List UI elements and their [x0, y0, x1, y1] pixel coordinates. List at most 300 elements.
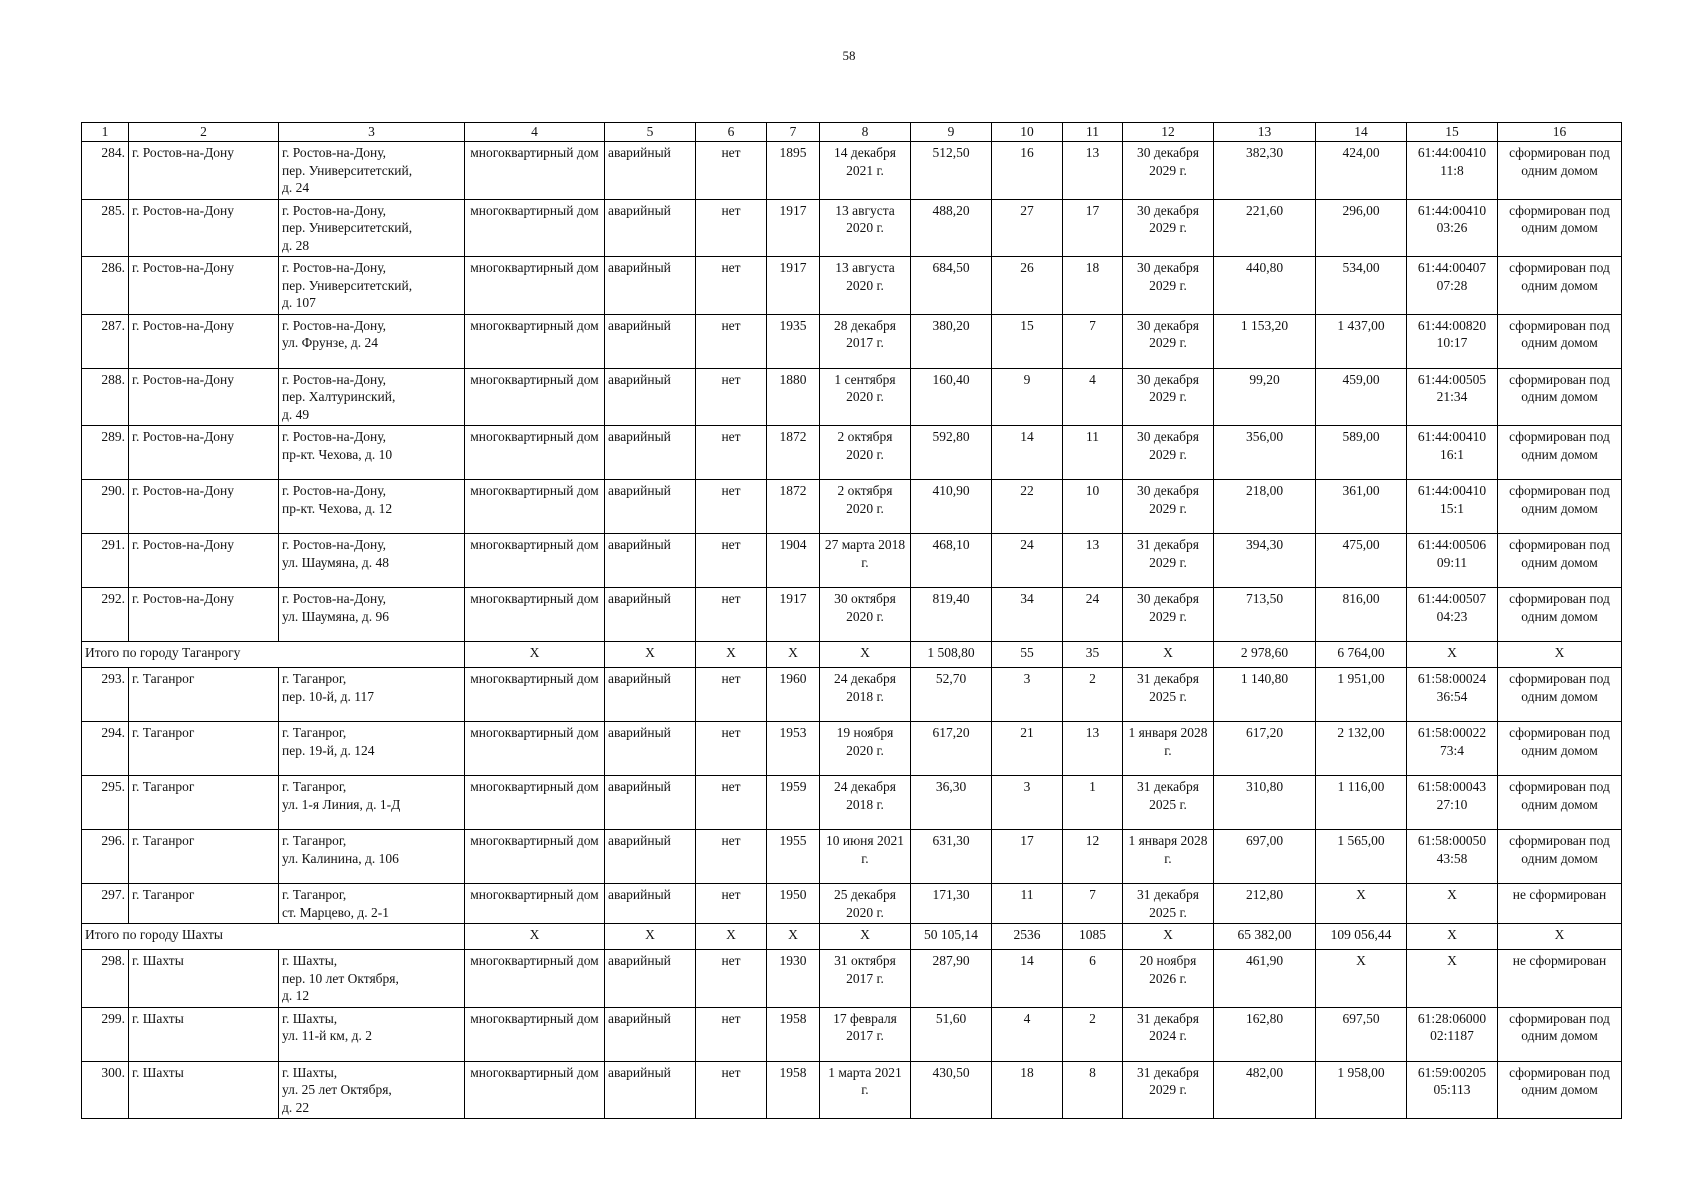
total-area-cell: 162,80 — [1214, 1007, 1316, 1061]
row-number-cell: 294. — [82, 722, 129, 776]
resettlement-date-cell: 31 декабря 2025 г. — [1123, 776, 1214, 830]
residents-cell: 14 — [992, 950, 1063, 1008]
resettlement-date-cell: 30 декабря 2029 г. — [1123, 588, 1214, 642]
resettlement-date-cell: 30 декабря 2029 г. — [1123, 314, 1214, 368]
cadastral-number-cell: 61:58:00024 36:54 — [1407, 668, 1498, 722]
area-cell: 51,60 — [911, 1007, 992, 1061]
row-number-cell: 288. — [82, 368, 129, 426]
land-area-cell: 589,00 — [1316, 426, 1407, 480]
residents-cell: 3 — [992, 668, 1063, 722]
land-area-cell: 1 565,00 — [1316, 830, 1407, 884]
settlement-cell: г. Ростов-на-Дону — [129, 480, 279, 534]
premises-cell: 13 — [1063, 142, 1123, 200]
row-number-cell: 296. — [82, 830, 129, 884]
subtotal-residents: 55 — [992, 642, 1063, 668]
column-header: 1 — [82, 123, 129, 142]
demolition-flag-cell: нет — [696, 950, 767, 1008]
building-type-cell: многоквартирный дом — [465, 480, 605, 534]
cadastral-number-cell: 61:44:00506 09:11 — [1407, 534, 1498, 588]
cadastral-number-cell: 61:44:00507 04:23 — [1407, 588, 1498, 642]
demolition-flag-cell: нет — [696, 722, 767, 776]
building-type-cell: многоквартирный дом — [465, 950, 605, 1008]
demolition-flag-cell: нет — [696, 830, 767, 884]
address-cell: г. Ростов-на-Дону, ул. Шаумяна, д. 48 — [279, 534, 465, 588]
construction-year-cell: 1959 — [767, 776, 820, 830]
construction-year-cell: 1958 — [767, 1061, 820, 1119]
column-header: 15 — [1407, 123, 1498, 142]
address-cell: г. Таганрог, ст. Марцево, д. 2-1 — [279, 884, 465, 924]
resettlement-date-cell: 30 декабря 2029 г. — [1123, 199, 1214, 257]
table-row — [82, 368, 1622, 426]
building-type-cell: многоквартирный дом — [465, 884, 605, 924]
table-row — [82, 950, 1622, 1008]
total-area-cell: 310,80 — [1214, 776, 1316, 830]
subtotal-resettlement-date: X — [1123, 924, 1214, 950]
recognition-date-cell: 1 марта 2021 г. — [820, 1061, 911, 1119]
residents-cell: 14 — [992, 426, 1063, 480]
residents-cell: 16 — [992, 142, 1063, 200]
resettlement-date-cell: 31 декабря 2025 г. — [1123, 884, 1214, 924]
construction-year-cell: 1880 — [767, 368, 820, 426]
land-area-cell: 2 132,00 — [1316, 722, 1407, 776]
condition-cell: аварийный — [605, 368, 696, 426]
total-area-cell: 382,30 — [1214, 142, 1316, 200]
address-cell: г. Шахты, пер. 10 лет Октября, д. 12 — [279, 950, 465, 1008]
residents-cell: 11 — [992, 884, 1063, 924]
area-cell: 430,50 — [911, 1061, 992, 1119]
table-row — [82, 588, 1622, 642]
condition-cell: аварийный — [605, 950, 696, 1008]
total-area-cell: 461,90 — [1214, 950, 1316, 1008]
column-header: 2 — [129, 123, 279, 142]
total-area-cell: 221,60 — [1214, 199, 1316, 257]
area-cell: 52,70 — [911, 668, 992, 722]
land-status-cell: сформирован под одним домом — [1498, 257, 1622, 315]
total-area-cell: 218,00 — [1214, 480, 1316, 534]
demolition-flag-cell: нет — [696, 534, 767, 588]
column-header: 4 — [465, 123, 605, 142]
subtotal-land-area: 6 764,00 — [1316, 642, 1407, 668]
row-number-cell: 299. — [82, 1007, 129, 1061]
recognition-date-cell: 1 сентября 2020 г. — [820, 368, 911, 426]
premises-cell: 12 — [1063, 830, 1123, 884]
premises-cell: 6 — [1063, 950, 1123, 1008]
construction-year-cell: 1904 — [767, 534, 820, 588]
premises-cell: 18 — [1063, 257, 1123, 315]
demolition-flag-cell: нет — [696, 257, 767, 315]
row-number-cell: 292. — [82, 588, 129, 642]
residents-cell: 15 — [992, 314, 1063, 368]
area-cell: 631,30 — [911, 830, 992, 884]
premises-cell: 13 — [1063, 534, 1123, 588]
premises-cell: 8 — [1063, 1061, 1123, 1119]
condition-cell: аварийный — [605, 426, 696, 480]
address-cell: г. Ростов-на-Дону, пер. Халтуринский, д. 49 — [279, 368, 465, 426]
subtotal-demolition-flag: X — [696, 642, 767, 668]
premises-cell: 10 — [1063, 480, 1123, 534]
building-type-cell: многоквартирный дом — [465, 314, 605, 368]
cadastral-number-cell: X — [1407, 950, 1498, 1008]
address-cell: г. Шахты, ул. 25 лет Октября, д. 22 — [279, 1061, 465, 1119]
address-cell: г. Таганрог, ул. 1-я Линия, д. 1-Д — [279, 776, 465, 830]
settlement-cell: г. Таганрог — [129, 722, 279, 776]
table-row — [82, 257, 1622, 315]
resettlement-date-cell: 30 декабря 2029 г. — [1123, 368, 1214, 426]
area-cell: 512,50 — [911, 142, 992, 200]
table-row — [82, 1007, 1622, 1061]
settlement-cell: г. Ростов-на-Дону — [129, 199, 279, 257]
column-header: 3 — [279, 123, 465, 142]
land-status-cell: сформирован под одним домом — [1498, 142, 1622, 200]
land-area-cell: 1 951,00 — [1316, 668, 1407, 722]
building-type-cell: многоквартирный дом — [465, 588, 605, 642]
total-area-cell: 99,20 — [1214, 368, 1316, 426]
area-cell: 488,20 — [911, 199, 992, 257]
column-header: 12 — [1123, 123, 1214, 142]
subtotal-condition: X — [605, 924, 696, 950]
subtotal-construction-year: X — [767, 924, 820, 950]
area-cell: 468,10 — [911, 534, 992, 588]
page-number: 58 — [842, 48, 856, 63]
cadastral-number-cell: 61:44:00410 03:26 — [1407, 199, 1498, 257]
area-cell: 287,90 — [911, 950, 992, 1008]
table-row — [82, 668, 1622, 722]
subtotal-row — [82, 924, 1622, 950]
address-cell: г. Ростов-на-Дону, пр-кт. Чехова, д. 10 — [279, 426, 465, 480]
condition-cell: аварийный — [605, 534, 696, 588]
resettlement-date-cell: 30 декабря 2029 г. — [1123, 257, 1214, 315]
land-area-cell: 424,00 — [1316, 142, 1407, 200]
construction-year-cell: 1872 — [767, 426, 820, 480]
cadastral-number-cell: 61:28:06000 02:1187 — [1407, 1007, 1498, 1061]
subtotal-label: Итого по городу Таганрогу — [82, 642, 465, 668]
area-cell: 617,20 — [911, 722, 992, 776]
table-row — [82, 830, 1622, 884]
demolition-flag-cell: нет — [696, 1061, 767, 1119]
demolition-flag-cell: нет — [696, 142, 767, 200]
land-area-cell: 697,50 — [1316, 1007, 1407, 1061]
subtotal-total-area: 2 978,60 — [1214, 642, 1316, 668]
settlement-cell: г. Таганрог — [129, 668, 279, 722]
area-cell: 684,50 — [911, 257, 992, 315]
resettlement-date-cell: 30 декабря 2029 г. — [1123, 426, 1214, 480]
table-row — [82, 884, 1622, 924]
row-number-cell: 297. — [82, 884, 129, 924]
building-type-cell: многоквартирный дом — [465, 426, 605, 480]
demolition-flag-cell: нет — [696, 884, 767, 924]
row-number-cell: 300. — [82, 1061, 129, 1119]
condition-cell: аварийный — [605, 668, 696, 722]
building-type-cell: многоквартирный дом — [465, 722, 605, 776]
construction-year-cell: 1950 — [767, 884, 820, 924]
column-header: 10 — [992, 123, 1063, 142]
settlement-cell: г. Ростов-на-Дону — [129, 588, 279, 642]
cadastral-number-cell: 61:44:00410 11:8 — [1407, 142, 1498, 200]
subtotal-cadastral-number: X — [1407, 924, 1498, 950]
column-header: 8 — [820, 123, 911, 142]
address-cell: г. Таганрог, пер. 10-й, д. 117 — [279, 668, 465, 722]
table-row — [82, 722, 1622, 776]
total-area-cell: 1 153,20 — [1214, 314, 1316, 368]
premises-cell: 7 — [1063, 884, 1123, 924]
recognition-date-cell: 30 октября 2020 г. — [820, 588, 911, 642]
subtotal-residents: 2536 — [992, 924, 1063, 950]
land-status-cell: сформирован под одним домом — [1498, 534, 1622, 588]
settlement-cell: г. Таганрог — [129, 776, 279, 830]
recognition-date-cell: 13 августа 2020 г. — [820, 257, 911, 315]
construction-year-cell: 1958 — [767, 1007, 820, 1061]
recognition-date-cell: 24 декабря 2018 г. — [820, 776, 911, 830]
settlement-cell: г. Таганрог — [129, 884, 279, 924]
recognition-date-cell: 27 марта 2018 г. — [820, 534, 911, 588]
condition-cell: аварийный — [605, 776, 696, 830]
premises-cell: 11 — [1063, 426, 1123, 480]
settlement-cell: г. Таганрог — [129, 830, 279, 884]
recognition-date-cell: 14 декабря 2021 г. — [820, 142, 911, 200]
premises-cell: 2 — [1063, 1007, 1123, 1061]
total-area-cell: 697,00 — [1214, 830, 1316, 884]
condition-cell: аварийный — [605, 314, 696, 368]
residents-cell: 17 — [992, 830, 1063, 884]
settlement-cell: г. Ростов-на-Дону — [129, 314, 279, 368]
column-header: 6 — [696, 123, 767, 142]
premises-cell: 17 — [1063, 199, 1123, 257]
subtotal-land-area: 109 056,44 — [1316, 924, 1407, 950]
table-row — [82, 314, 1622, 368]
resettlement-date-cell: 20 ноября 2026 г. — [1123, 950, 1214, 1008]
land-area-cell: 361,00 — [1316, 480, 1407, 534]
settlement-cell: г. Ростов-на-Дону — [129, 426, 279, 480]
recognition-date-cell: 24 декабря 2018 г. — [820, 668, 911, 722]
residents-cell: 22 — [992, 480, 1063, 534]
condition-cell: аварийный — [605, 1061, 696, 1119]
land-status-cell: не сформирован — [1498, 950, 1622, 1008]
construction-year-cell: 1917 — [767, 199, 820, 257]
demolition-flag-cell: нет — [696, 368, 767, 426]
premises-cell: 24 — [1063, 588, 1123, 642]
resettlement-date-cell: 31 декабря 2029 г. — [1123, 1061, 1214, 1119]
land-area-cell: 1 437,00 — [1316, 314, 1407, 368]
table-body — [82, 123, 1622, 1119]
building-type-cell: многоквартирный дом — [465, 199, 605, 257]
row-number-cell: 287. — [82, 314, 129, 368]
resettlement-date-cell: 31 декабря 2024 г. — [1123, 1007, 1214, 1061]
condition-cell: аварийный — [605, 257, 696, 315]
residents-cell: 34 — [992, 588, 1063, 642]
construction-year-cell: 1953 — [767, 722, 820, 776]
land-area-cell: 534,00 — [1316, 257, 1407, 315]
address-cell: г. Ростов-на-Дону, пер. Университетский, д. 28 — [279, 199, 465, 257]
condition-cell: аварийный — [605, 830, 696, 884]
address-cell: г. Ростов-на-Дону, ул. Шаумяна, д. 96 — [279, 588, 465, 642]
land-status-cell: сформирован под одним домом — [1498, 314, 1622, 368]
residents-cell: 27 — [992, 199, 1063, 257]
land-area-cell: 1 958,00 — [1316, 1061, 1407, 1119]
cadastral-number-cell: 61:59:00205 05:113 — [1407, 1061, 1498, 1119]
resettlement-date-cell: 1 января 2028 г. — [1123, 722, 1214, 776]
condition-cell: аварийный — [605, 1007, 696, 1061]
land-status-cell: сформирован под одним домом — [1498, 480, 1622, 534]
column-number-row — [82, 123, 1622, 142]
building-type-cell: многоквартирный дом — [465, 830, 605, 884]
settlement-cell: г. Ростов-на-Дону — [129, 257, 279, 315]
condition-cell: аварийный — [605, 884, 696, 924]
table-row — [82, 426, 1622, 480]
cadastral-number-cell: 61:58:00043 27:10 — [1407, 776, 1498, 830]
area-cell: 36,30 — [911, 776, 992, 830]
area-cell: 410,90 — [911, 480, 992, 534]
condition-cell: аварийный — [605, 199, 696, 257]
subtotal-area: 1 508,80 — [911, 642, 992, 668]
premises-cell: 13 — [1063, 722, 1123, 776]
settlement-cell: г. Шахты — [129, 1007, 279, 1061]
condition-cell: аварийный — [605, 480, 696, 534]
recognition-date-cell: 25 декабря 2020 г. — [820, 884, 911, 924]
cadastral-number-cell: 61:44:00820 10:17 — [1407, 314, 1498, 368]
demolition-flag-cell: нет — [696, 480, 767, 534]
recognition-date-cell: 17 февраля 2017 г. — [820, 1007, 911, 1061]
address-cell: г. Ростов-на-Дону, пр-кт. Чехова, д. 12 — [279, 480, 465, 534]
construction-year-cell: 1955 — [767, 830, 820, 884]
total-area-cell: 482,00 — [1214, 1061, 1316, 1119]
table-row — [82, 534, 1622, 588]
row-number-cell: 298. — [82, 950, 129, 1008]
row-number-cell: 289. — [82, 426, 129, 480]
condition-cell: аварийный — [605, 142, 696, 200]
table-row — [82, 480, 1622, 534]
subtotal-building-type: X — [465, 642, 605, 668]
subtotal-condition: X — [605, 642, 696, 668]
column-header: 16 — [1498, 123, 1622, 142]
area-cell: 592,80 — [911, 426, 992, 480]
recognition-date-cell: 31 октября 2017 г. — [820, 950, 911, 1008]
residents-cell: 3 — [992, 776, 1063, 830]
construction-year-cell: 1895 — [767, 142, 820, 200]
settlement-cell: г. Ростов-на-Дону — [129, 534, 279, 588]
resettlement-date-cell: 30 декабря 2029 г. — [1123, 142, 1214, 200]
recognition-date-cell: 28 декабря 2017 г. — [820, 314, 911, 368]
row-number-cell: 286. — [82, 257, 129, 315]
settlement-cell: г. Шахты — [129, 1061, 279, 1119]
building-type-cell: многоквартирный дом — [465, 1007, 605, 1061]
row-number-cell: 291. — [82, 534, 129, 588]
table-row — [82, 1061, 1622, 1119]
residents-cell: 24 — [992, 534, 1063, 588]
row-number-cell: 284. — [82, 142, 129, 200]
total-area-cell: 440,80 — [1214, 257, 1316, 315]
total-area-cell: 1 140,80 — [1214, 668, 1316, 722]
address-cell: г. Ростов-на-Дону, пер. Университетский, д. 24 — [279, 142, 465, 200]
recognition-date-cell: 2 октября 2020 г. — [820, 480, 911, 534]
cadastral-number-cell: 61:44:00410 15:1 — [1407, 480, 1498, 534]
demolition-flag-cell: нет — [696, 314, 767, 368]
resettlement-date-cell: 31 декабря 2025 г. — [1123, 668, 1214, 722]
cadastral-number-cell: 61:44:00407 07:28 — [1407, 257, 1498, 315]
land-area-cell: 1 116,00 — [1316, 776, 1407, 830]
condition-cell: аварийный — [605, 588, 696, 642]
subtotal-total-area: 65 382,00 — [1214, 924, 1316, 950]
land-status-cell: сформирован под одним домом — [1498, 199, 1622, 257]
land-status-cell: сформирован под одним домом — [1498, 776, 1622, 830]
total-area-cell: 617,20 — [1214, 722, 1316, 776]
recognition-date-cell: 13 августа 2020 г. — [820, 199, 911, 257]
subtotal-recognition-date: X — [820, 924, 911, 950]
construction-year-cell: 1917 — [767, 588, 820, 642]
premises-cell: 2 — [1063, 668, 1123, 722]
land-status-cell: не сформирован — [1498, 884, 1622, 924]
column-header: 11 — [1063, 123, 1123, 142]
land-status-cell: сформирован под одним домом — [1498, 1007, 1622, 1061]
demolition-flag-cell: нет — [696, 426, 767, 480]
demolition-flag-cell: нет — [696, 668, 767, 722]
settlement-cell: г. Ростов-на-Дону — [129, 142, 279, 200]
land-area-cell: X — [1316, 950, 1407, 1008]
total-area-cell: 394,30 — [1214, 534, 1316, 588]
subtotal-premises: 35 — [1063, 642, 1123, 668]
column-header: 5 — [605, 123, 696, 142]
building-type-cell: многоквартирный дом — [465, 257, 605, 315]
building-type-cell: многоквартирный дом — [465, 1061, 605, 1119]
land-status-cell: сформирован под одним домом — [1498, 668, 1622, 722]
column-header: 14 — [1316, 123, 1407, 142]
residents-cell: 21 — [992, 722, 1063, 776]
recognition-date-cell: 10 июня 2021 г. — [820, 830, 911, 884]
row-number-cell: 293. — [82, 668, 129, 722]
building-type-cell: многоквартирный дом — [465, 534, 605, 588]
demolition-flag-cell: нет — [696, 588, 767, 642]
demolition-flag-cell: нет — [696, 776, 767, 830]
total-area-cell: 212,80 — [1214, 884, 1316, 924]
recognition-date-cell: 19 ноября 2020 г. — [820, 722, 911, 776]
total-area-cell: 713,50 — [1214, 588, 1316, 642]
construction-year-cell: 1917 — [767, 257, 820, 315]
settlement-cell: г. Ростов-на-Дону — [129, 368, 279, 426]
housing-registry-table — [81, 122, 1622, 1119]
resettlement-date-cell: 31 декабря 2029 г. — [1123, 534, 1214, 588]
subtotal-land-status: X — [1498, 924, 1622, 950]
address-cell: г. Ростов-на-Дону, ул. Фрунзе, д. 24 — [279, 314, 465, 368]
total-area-cell: 356,00 — [1214, 426, 1316, 480]
address-cell: г. Шахты, ул. 11-й км, д. 2 — [279, 1007, 465, 1061]
land-status-cell: сформирован под одним домом — [1498, 722, 1622, 776]
condition-cell: аварийный — [605, 722, 696, 776]
land-status-cell: сформирован под одним домом — [1498, 1061, 1622, 1119]
resettlement-date-cell: 1 января 2028 г. — [1123, 830, 1214, 884]
building-type-cell: многоквартирный дом — [465, 668, 605, 722]
subtotal-area: 50 105,14 — [911, 924, 992, 950]
row-number-cell: 290. — [82, 480, 129, 534]
row-number-cell: 285. — [82, 199, 129, 257]
land-area-cell: 459,00 — [1316, 368, 1407, 426]
premises-cell: 4 — [1063, 368, 1123, 426]
subtotal-premises: 1085 — [1063, 924, 1123, 950]
resettlement-date-cell: 30 декабря 2029 г. — [1123, 480, 1214, 534]
demolition-flag-cell: нет — [696, 1007, 767, 1061]
building-type-cell: многоквартирный дом — [465, 776, 605, 830]
residents-cell: 4 — [992, 1007, 1063, 1061]
land-status-cell: сформирован под одним домом — [1498, 588, 1622, 642]
demolition-flag-cell: нет — [696, 199, 767, 257]
construction-year-cell: 1960 — [767, 668, 820, 722]
column-header: 9 — [911, 123, 992, 142]
subtotal-demolition-flag: X — [696, 924, 767, 950]
premises-cell: 7 — [1063, 314, 1123, 368]
land-area-cell: 296,00 — [1316, 199, 1407, 257]
subtotal-row — [82, 642, 1622, 668]
address-cell: г. Таганрог, пер. 19-й, д. 124 — [279, 722, 465, 776]
construction-year-cell: 1930 — [767, 950, 820, 1008]
building-type-cell: многоквартирный дом — [465, 142, 605, 200]
